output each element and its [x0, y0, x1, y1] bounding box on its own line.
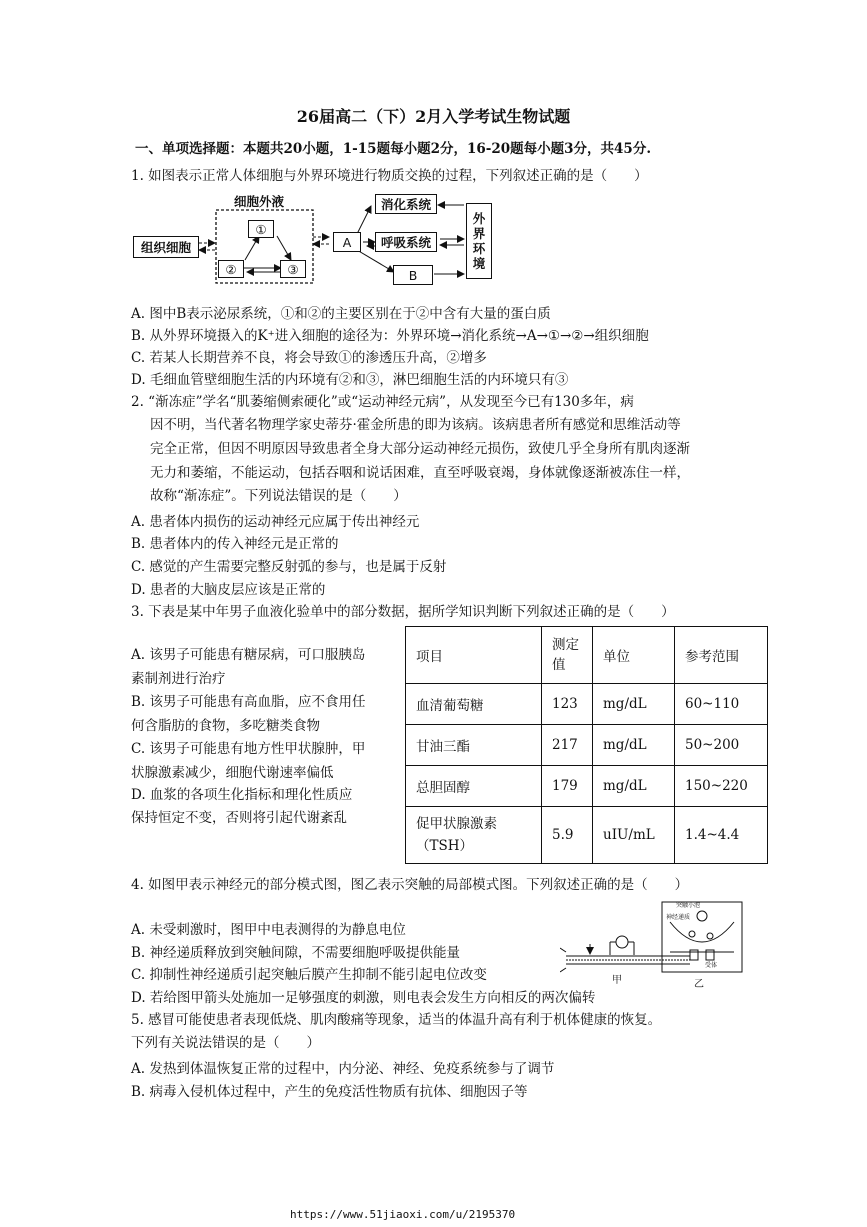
q4-option-c: C. 抑制性神经递质引起突触后膜产生抑制不能引起电位改变 [131, 967, 487, 983]
q1-option-b: B. 从外界环境摄入的K⁺进入细胞的途径为：外界环境→消化系统→A→①→②→组织细胞 [131, 328, 649, 344]
q5-stem-line: 5. 感冒可能使患者表现低烧、肌肉酸痛等现象，适当的体温升高有利于机体健康的恢复。 [131, 1012, 662, 1028]
header-cell: 参考范围 [675, 627, 768, 684]
node-B: B [393, 265, 433, 285]
q1-option-a: A. 图中B表示泌尿系统，①和②的主要区别在于②中含有大量的蛋白质 [131, 306, 551, 322]
table-row [406, 766, 768, 807]
table-cell: 甘油三酯 [406, 725, 542, 766]
ext-char: 外 [472, 211, 486, 226]
table-cell: 50~200 [675, 725, 768, 766]
q3-option-d-cont: 保持恒定不变，否则将引起代谢紊乱 [131, 810, 347, 826]
extracellular-fluid-label: 细胞外液 [234, 194, 285, 209]
table-cell: mg/dL [593, 684, 675, 725]
q5-option-a: A. 发热到体温恢复正常的过程中，内分泌、神经、免疫系统参与了调节 [131, 1061, 555, 1077]
table-cell: uIU/mL [593, 807, 675, 864]
q3-option-b-cont: 何含脂肪的食物，多吃糖类食物 [131, 718, 320, 734]
q2-stem-line: 完全正常，但因不明原因导致患者全身大部分运动神经元损伤，致使几乎全身所有肌肉逐渐 [150, 441, 690, 457]
table-row [406, 807, 768, 864]
respiratory-system-box: 呼吸系统 [375, 232, 437, 252]
node-A: A [333, 232, 361, 252]
q2-stem-line: 故称“渐冻症”。下列说法错误的是（ ） [150, 488, 407, 504]
table-cell: mg/dL [593, 725, 675, 766]
q2-stem-line: 因不明，当代著名物理学家史蒂芬·霍金所患的即为该病。该病患者所有感觉和思维活动等 [150, 417, 681, 433]
q4-option-b: B. 神经递质释放到突触间隙，不需要细胞呼吸提供能量 [131, 945, 461, 961]
page-title: 26届高二（下）2月入学考试生物试题 [296, 107, 571, 126]
q2-stem-line: 无力和萎缩，不能运动，包括吞咽和说话困难，直至呼吸衰竭，身体就像逐渐被冻住一样， [150, 465, 690, 481]
table-cell: 1.4~4.4 [675, 807, 768, 864]
table-cell: mg/dL [593, 766, 675, 807]
digestive-system-box: 消化系统 [375, 194, 437, 214]
q3-option-a-cont: 素制剂进行治疗 [131, 671, 226, 687]
table-cell: 60~110 [675, 684, 768, 725]
q5-stem-line: 下列有关说法错误的是（ ） [131, 1035, 320, 1051]
table-cell: 217 [542, 725, 593, 766]
table-cell: 促甲状腺激素（TSH） [406, 807, 542, 864]
table-cell: 179 [542, 766, 593, 807]
transmitter-label: 神经递质 [666, 914, 691, 921]
blood-test-table [405, 626, 768, 864]
table-cell: 150~220 [675, 766, 768, 807]
q3-option-c-cont: 状腺激素减少，细胞代谢速率偏低 [131, 765, 334, 781]
receptor-label: 受体 [705, 962, 718, 969]
vesicle-label: 突触小泡 [676, 902, 701, 909]
q4-stem: 4. 如图甲表示神经元的部分模式图，图乙表示突触的局部模式图。下列叙述正确的是（ ） [131, 877, 689, 893]
header-cell: 项目 [406, 627, 542, 684]
tissue-cell-box: 组织细胞 [133, 236, 199, 258]
q2-stem-line: 2. “渐冻症”学名“肌萎缩侧索硬化”或“运动神经元病”，从发现至今已有130多年，病 [131, 394, 634, 410]
q3-option-b: B. 该男子可能患有高血脂，应不食用任 [131, 694, 366, 710]
footer-url[interactable]: https://www.51jiaoxi.com/u/2195370 [290, 1208, 516, 1221]
ext-char: 境 [472, 256, 486, 271]
q3-option-a: A. 该男子可能患有糖尿病，可口服胰岛 [131, 647, 366, 663]
table-row [406, 684, 768, 725]
q3-stem: 3. 下表是某中年男子血液化验单中的部分数据，据所学知识判断下列叙述正确的是（ ） [131, 604, 675, 620]
table-header-row [406, 627, 768, 684]
header-cell: 测定值 [542, 627, 593, 684]
ext-char: 环 [472, 241, 486, 256]
table-cell: 总胆固醇 [406, 766, 542, 807]
ext-char: 界 [472, 226, 486, 241]
external-environment-box [466, 203, 492, 279]
q4-option-d: D. 若给图甲箭头处施加一足够强度的刺激，则电表会发生方向相反的两次偏转 [131, 990, 596, 1006]
header-cell: 单位 [593, 627, 675, 684]
table-cell: 血清葡萄糖 [406, 684, 542, 725]
q3-option-d: D. 血浆的各项生化指标和理化性质应 [131, 787, 353, 803]
q3-option-c: C. 该男子可能患有地方性甲状腺肿，甲 [131, 741, 366, 757]
q1-option-c: C. 若某人长期营养不良，将会导致①的渗透压升高，②增多 [131, 350, 487, 366]
q2-option-d: D. 患者的大脑皮层应该是正常的 [131, 582, 326, 598]
q2-option-b: B. 患者体内的传入神经元是正常的 [131, 536, 339, 552]
node-2: ② [218, 260, 244, 278]
figure-yi-label: 乙 [694, 979, 704, 990]
q4-option-a: A. 未受刺激时，图甲中电表测得的为静息电位 [131, 922, 406, 938]
figure-jia-label: 甲 [612, 975, 622, 986]
section-heading: 一、单项选择题：本题共20小题，1-15题每小题2分，16-20题每小题3分，共45分. [135, 141, 652, 157]
q5-option-b: B. 病毒入侵机体过程中，产生的免疫活性物质有抗体、细胞因子等 [131, 1084, 528, 1100]
node-1: ① [248, 220, 274, 238]
q2-option-c: C. 感觉的产生需要完整反射弧的参与，也是属于反射 [131, 559, 447, 575]
node-3: ③ [280, 260, 306, 278]
q1-stem: 1. 如图表示正常人体细胞与外界环境进行物质交换的过程，下列叙述正确的是（ ） [131, 168, 648, 184]
q1-option-d: D. 毛细血管壁细胞生活的内环境有②和③，淋巴细胞生活的内环境只有③ [131, 372, 569, 388]
table-cell: 123 [542, 684, 593, 725]
q2-option-a: A. 患者体内损伤的运动神经元应属于传出神经元 [131, 514, 420, 530]
table-cell: 5.9 [542, 807, 593, 864]
table-row [406, 725, 768, 766]
q4-neuron-synapse-figure [560, 900, 760, 990]
